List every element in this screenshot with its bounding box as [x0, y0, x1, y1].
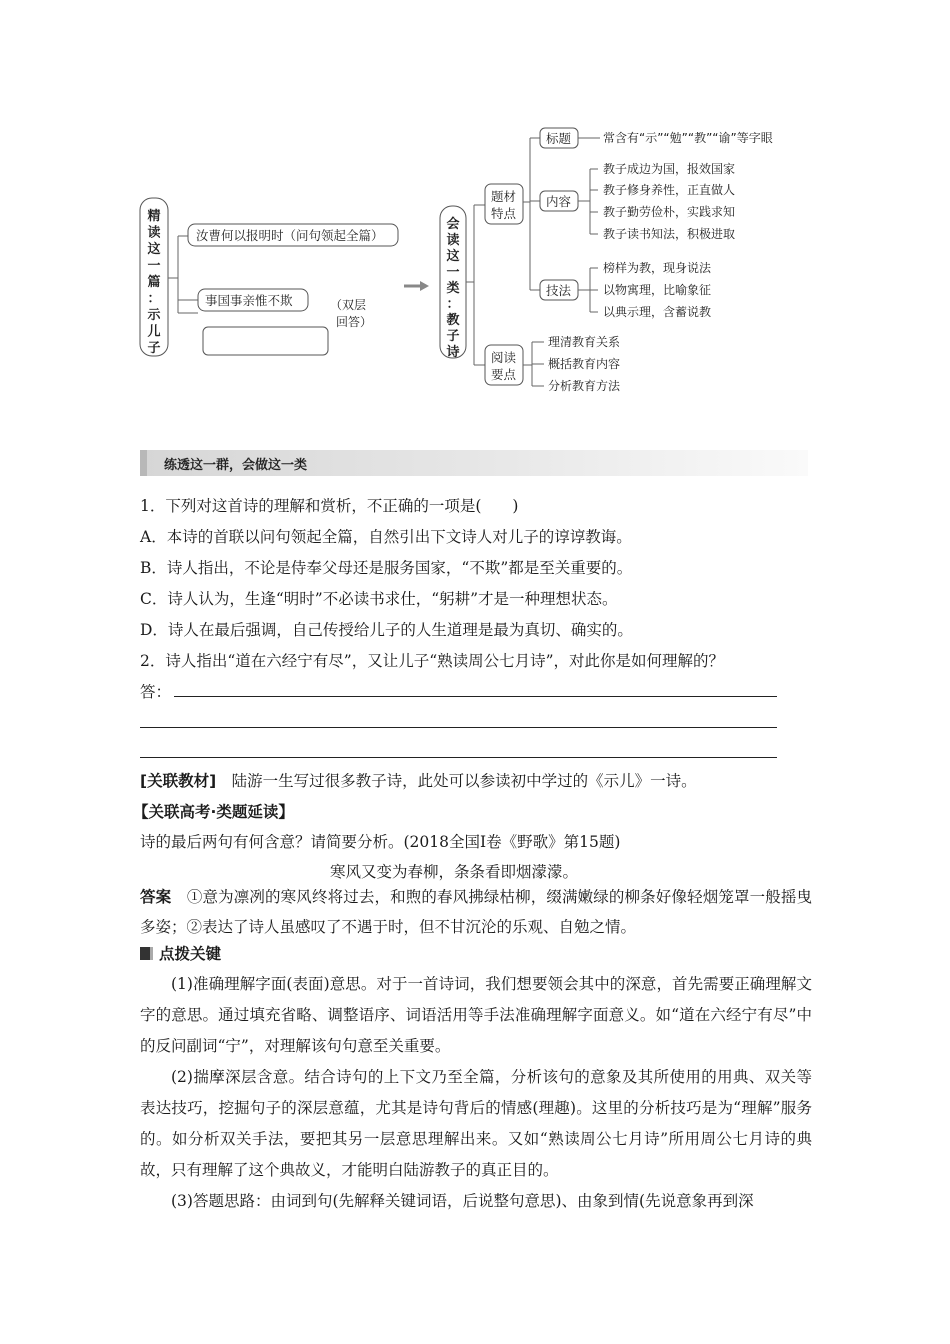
square-icon — [140, 947, 153, 960]
answer-line[interactable] — [174, 696, 777, 697]
banner-title: 练透这一群，会做这一类 — [164, 458, 308, 473]
node-answer: 事国事亲惟不欺 — [205, 293, 293, 308]
question-1: 1．下列对这首诗的理解和赏析，不正确的一项是( ) — [140, 497, 519, 515]
node-question: 汝曹何以报明时（问句领起全篇） — [196, 228, 384, 243]
title-char: 示 — [147, 308, 161, 323]
title-char: 读 — [147, 225, 161, 241]
reading-item: 概括教育内容 — [548, 357, 621, 371]
option-b[interactable]: B．诗人指出，不论是侍奉父母还是服务国家，“不欺”都是至关重要的。 — [140, 559, 633, 577]
title-char: 诗 — [446, 345, 460, 360]
title-char: 一 — [147, 258, 161, 274]
title-char: 儿 — [147, 324, 161, 340]
content-item: 教子勤劳俭朴，实践求知 — [603, 205, 736, 219]
method-item: 以物寓理，比喻象征 — [603, 283, 712, 297]
title-char: 读 — [446, 233, 460, 248]
answer-line[interactable] — [140, 727, 777, 728]
exam-answer — [140, 882, 812, 942]
banner-bar — [140, 450, 147, 476]
title-char: 教 — [446, 313, 460, 328]
option-c[interactable]: C．诗人认为，生逢“明时”不必读书求仕，“躬耕”才是一种理想状态。 — [140, 590, 618, 608]
arrow-right-icon — [420, 281, 429, 291]
exam-heading: 【关联高考·类题延读】 — [133, 803, 294, 821]
mind-map-diagram — [0, 110, 950, 410]
answer-line[interactable] — [140, 757, 777, 758]
center-title — [445, 216, 460, 360]
reading-line1: 阅读 — [491, 350, 517, 365]
method-item: 榜样为教，现身说法 — [603, 261, 712, 275]
title-char: 一 — [446, 265, 460, 280]
content-item: 教子读书知法，积极进取 — [603, 227, 736, 241]
title-char: ： — [446, 297, 460, 312]
related-textbook — [140, 771, 697, 791]
key-heading — [140, 942, 221, 964]
content-item: 教子修身养性，正直做人 — [603, 183, 736, 197]
reading-item: 分析教育方法 — [548, 379, 621, 393]
topic-line2: 特点 — [491, 206, 517, 221]
title-char: 这 — [147, 242, 161, 257]
title-char: 子 — [147, 341, 161, 356]
title-char: 精 — [147, 209, 161, 224]
key-paragraph-2: (2)揣摩深层含意。结合诗句的上下文乃至全篇，分析该句的意象及其所使用的用典、双关等表达技巧，挖掘句子的深层意蕴，尤其是诗句背后的情感(理趣)。这里的分析技巧是为“理解”服务的。如分析双关手法，要把其另一层意思理解出来。又如“熟读周公七月诗”所用周公七月诗的典故，只有理解了这个典故义，才能明白陆游教子的真正目的。 — [140, 1068, 812, 1179]
node-blank-box — [203, 327, 328, 355]
option-a[interactable]: A．本诗的首联以问句领起全篇，自然引出下文诗人对儿子的谆谆教诲。 — [140, 528, 632, 546]
title-char: 篇 — [147, 275, 161, 290]
poem-line: 寒风又变为春柳，条条看即烟濛濛。 — [330, 863, 579, 881]
title-char: 这 — [446, 249, 460, 264]
key-heading-text: 点拨关键 — [159, 945, 222, 963]
content-item: 教子成边为国，报效国家 — [603, 162, 736, 176]
title-char: 子 — [446, 329, 460, 344]
option-d[interactable]: D．诗人在最后强调，自己传授给儿子的人生道理是最为真切、确实的。 — [140, 621, 633, 639]
note-line2: 回答） — [336, 315, 373, 329]
title-char: 类 — [446, 281, 460, 296]
answer-text: ①意为凛冽的寒风终将过去，和煦的春风拂绿枯柳，缀满嫩绿的柳条好像轻烟笼罩一般摇曳多姿；②表达了诗人虽感叹了不遇于时，但不甘沉沦的乐观、自勉之情。 — [140, 888, 812, 936]
related-label: [关联教材] — [140, 772, 217, 790]
topic-line1: 题材 — [491, 189, 517, 204]
method-item: 以典示理，含蓄说教 — [603, 305, 712, 319]
title-label: 标题 — [546, 131, 572, 146]
answer-label: 答案 — [140, 888, 172, 906]
answer-label: 答： — [140, 683, 172, 701]
reading-item: 理清教育关系 — [548, 335, 621, 349]
title-char: 会 — [446, 217, 460, 232]
note-line1: （双层 — [330, 298, 367, 312]
method-label: 技法 — [546, 283, 572, 298]
title-char: ： — [147, 291, 161, 307]
key-paragraph-3: (3)答题思路：由词到句(先解释关键词语，后说整句意思)、由象到情(先说意象再到深 — [171, 1192, 754, 1210]
question-2: 2．诗人指出“道在六经宁有尽”，又让儿子“熟读周公七月诗”，对此你是如何理解的？ — [140, 652, 725, 670]
left-title — [146, 208, 161, 356]
content-label: 内容 — [546, 194, 572, 209]
title-desc: 常含有“示”“勉”“教”“谕”等字眼 — [603, 131, 773, 145]
exam-question: 诗的最后两句有何含意？请简要分析。(2018全国Ⅰ卷《野歌》第15题) — [140, 833, 621, 851]
related-text: 陆游一生写过很多教子诗，此处可以参读初中学过的《示儿》一诗。 — [216, 772, 697, 790]
reading-line2: 要点 — [491, 367, 517, 382]
section-banner — [140, 450, 808, 476]
key-paragraph-1: (1)准确理解字面(表面)意思。对于一首诗词，我们想要领会其中的深意，首先需要正确理解文字的意思。通过填充省略、调整语序、词语活用等手法准确理解字面意义。如“道在六经宁有尽”中的反问副词“宁”，对理解该句句意至关重要。 — [140, 975, 812, 1055]
